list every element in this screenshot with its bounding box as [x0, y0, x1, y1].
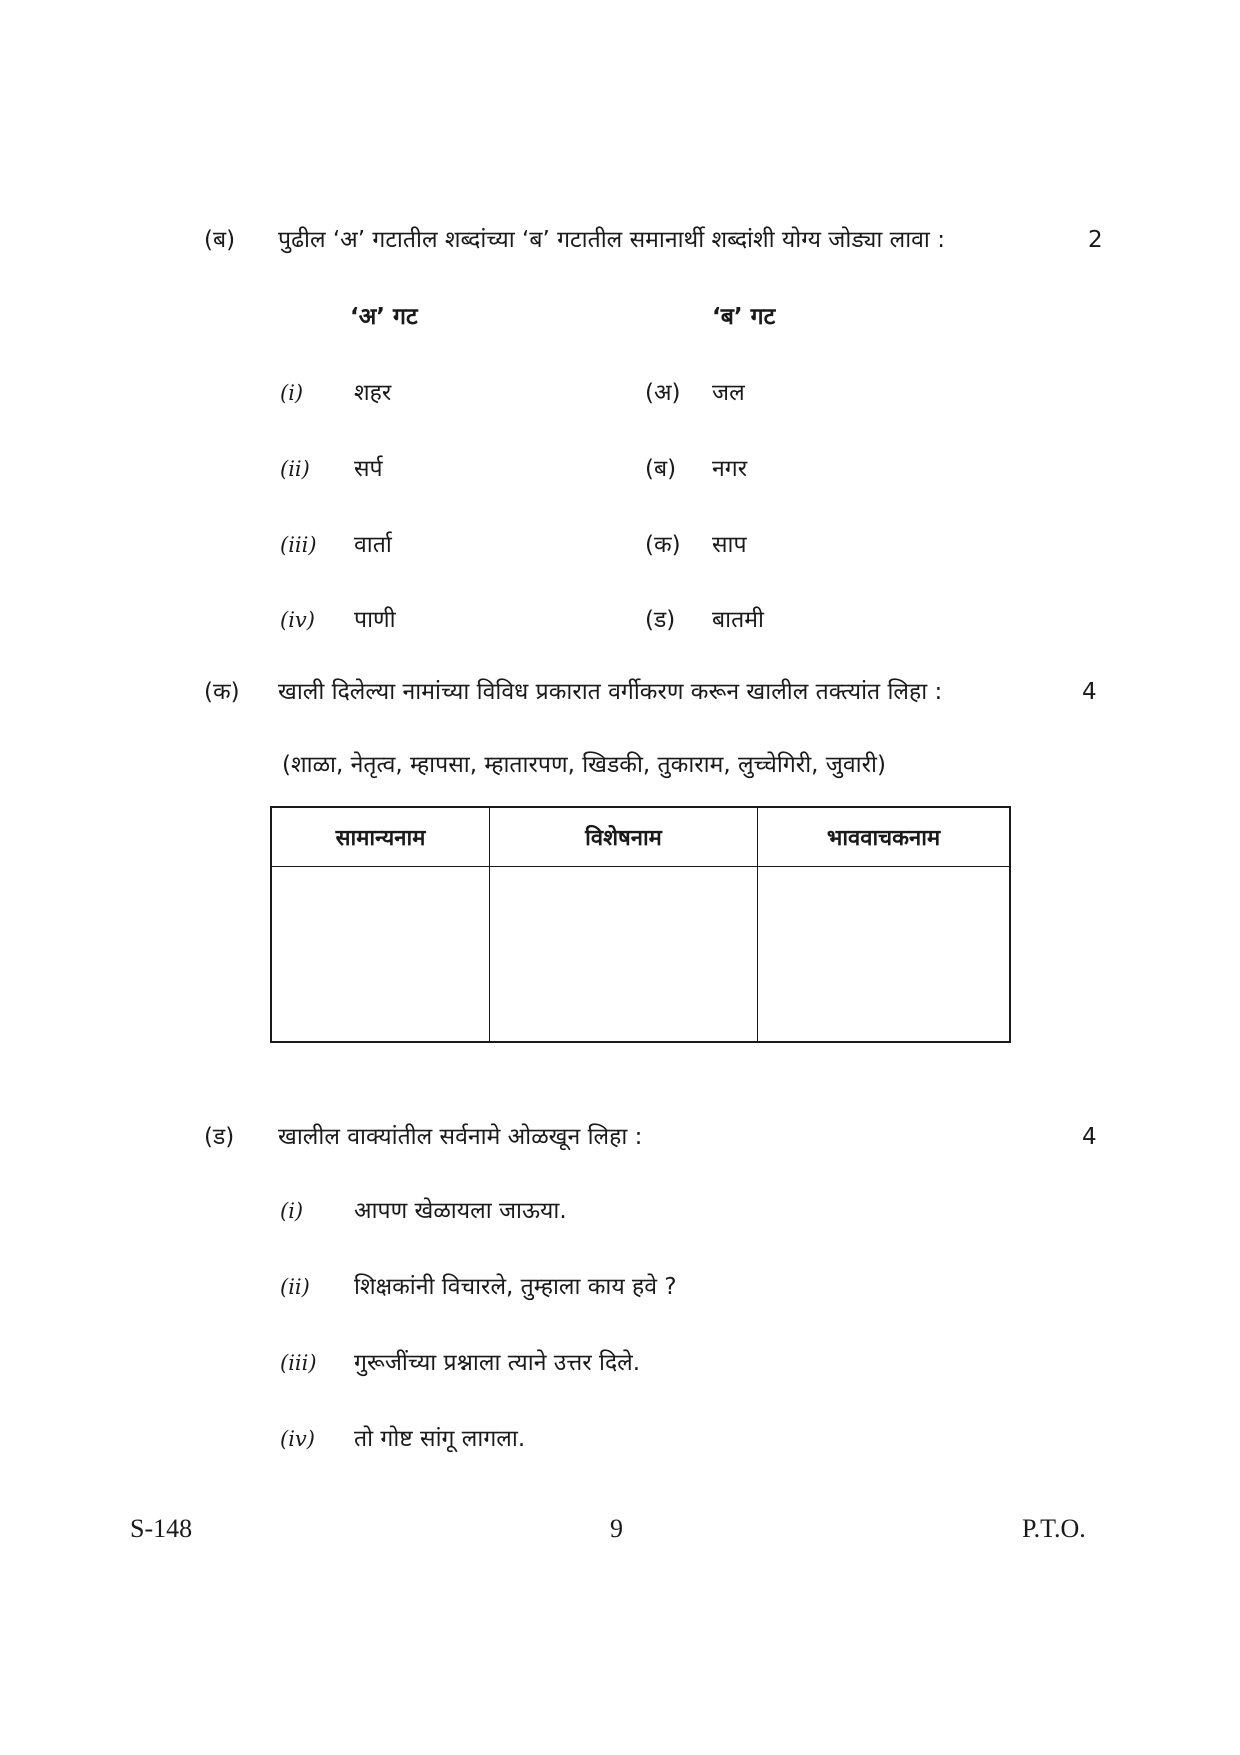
sentence: शिक्षकांनी विचारले, तुम्हाला काय हवे ?: [354, 1274, 677, 1300]
group-a-header: ‘अ’ गट: [350, 304, 418, 330]
group-a-word: वार्ता: [354, 532, 392, 558]
group-a-word: पाणी: [354, 607, 396, 633]
paper-code: S-148: [130, 1514, 193, 1543]
question-b-marks: 2: [1088, 227, 1103, 253]
group-b-word: नगर: [712, 456, 748, 482]
question-d-marks: 4: [1082, 1124, 1097, 1150]
group-b-word: साप: [712, 532, 747, 558]
question-d-label: (ड): [204, 1124, 235, 1150]
noun-word-list: (शाळा, नेतृत्व, म्हापसा, म्हातारपण, खिडकी, तुकाराम, लुच्चेगिरी, जुवारी): [282, 752, 886, 778]
classification-table: [270, 806, 1011, 1043]
group-b-label: (ब): [645, 456, 677, 482]
sentence: आपण खेळायला जाऊया.: [354, 1198, 567, 1224]
roman-number: (ii): [280, 1275, 310, 1299]
group-b-label: (क): [645, 532, 681, 558]
question-k-text: खाली दिलेल्या नामांच्या विविध प्रकारात वर्गीकरण करून खालील तक्त्यांत लिहा :: [278, 679, 943, 705]
page-number: 9: [610, 1514, 623, 1543]
roman-number: (iv): [280, 1427, 315, 1451]
question-b-label: (ब): [204, 227, 236, 253]
table-cell-common-noun: [271, 867, 490, 1043]
table-header-common-noun: सामान्यनाम: [271, 807, 490, 867]
group-a-word: शहर: [354, 380, 392, 406]
roman-number: (ii): [280, 457, 310, 481]
roman-number: (i): [280, 381, 304, 405]
group-b-word: जल: [712, 380, 745, 406]
table-header-abstract-noun: भाववाचकनाम: [758, 807, 1011, 867]
roman-number: (i): [280, 1199, 304, 1223]
question-k-label: (क): [204, 679, 240, 705]
sentence: गुरूजींच्या प्रश्नाला त्याने उत्तर दिले.: [354, 1350, 641, 1376]
roman-number: (iii): [280, 533, 317, 557]
table-cell-abstract-noun: [758, 867, 1011, 1043]
group-a-word: सर्प: [354, 456, 383, 482]
group-b-label: (ड): [645, 607, 676, 633]
roman-number: (iii): [280, 1351, 317, 1375]
group-b-header: ‘ब’ गट: [712, 304, 776, 330]
pto-note: P.T.O.: [1022, 1514, 1086, 1543]
table-cell-proper-noun: [490, 867, 758, 1043]
question-b-text: पुढील ‘अ’ गटातील शब्दांच्या ‘ब’ गटातील समानार्थी शब्दांशी योग्य जोड्या लावा :: [278, 227, 945, 253]
group-b-label: (अ): [645, 380, 681, 406]
sentence: तो गोष्ट सांगू लागला.: [354, 1426, 526, 1452]
question-k-marks: 4: [1082, 679, 1097, 705]
table-header-proper-noun: विशेषनाम: [490, 807, 758, 867]
group-b-word: बातमी: [712, 607, 764, 633]
roman-number: (iv): [280, 608, 315, 632]
question-d-text: खालील वाक्यांतील सर्वनामे ओळखून लिहा :: [278, 1124, 643, 1150]
